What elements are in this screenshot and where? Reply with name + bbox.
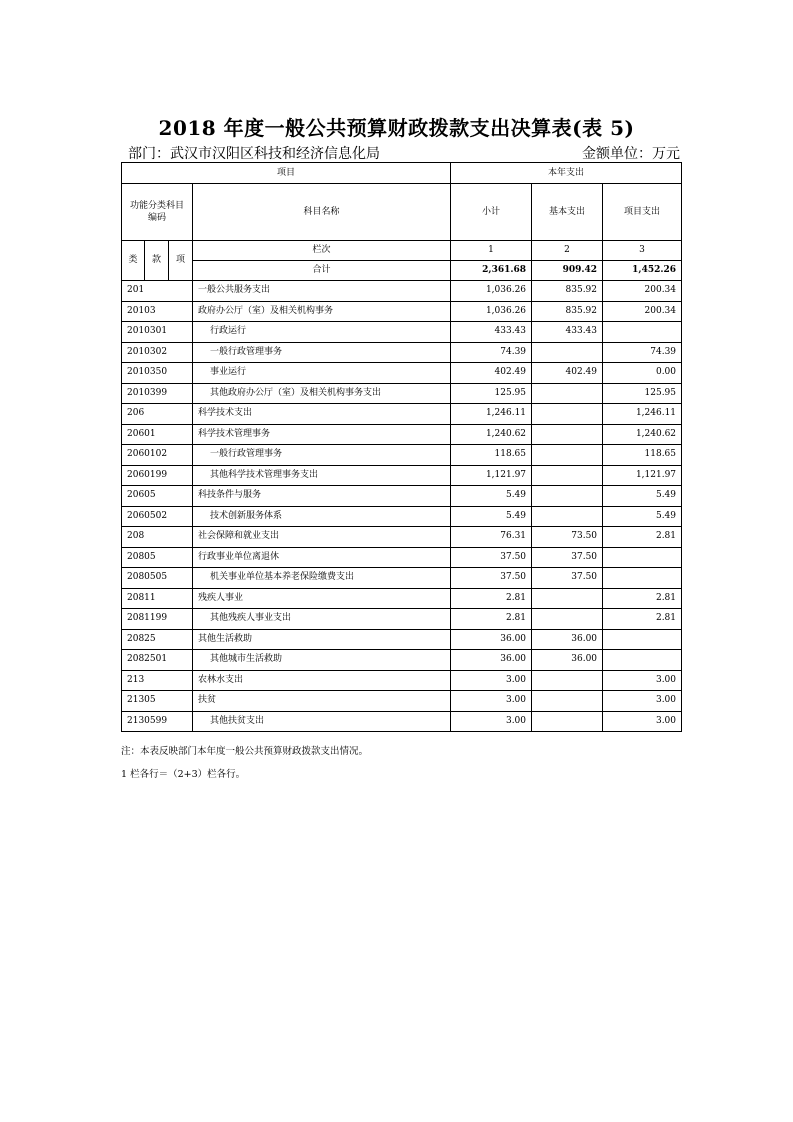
row-basic xyxy=(532,342,603,363)
header-kuan: 款 xyxy=(145,241,169,281)
row-code: 21305 xyxy=(122,691,193,712)
table-row xyxy=(122,383,682,404)
row-basic xyxy=(532,711,603,732)
row-project: 1,121.97 xyxy=(603,465,682,486)
row-code: 20601 xyxy=(122,424,193,445)
row-subtotal: 125.95 xyxy=(451,383,532,404)
row-basic xyxy=(532,609,603,630)
table-row xyxy=(122,527,682,548)
row-code: 213 xyxy=(122,670,193,691)
row-code: 2010301 xyxy=(122,322,193,343)
header-subtotal: 小计 xyxy=(451,184,532,241)
row-basic: 402.49 xyxy=(532,363,603,384)
row-subject-name: 行政运行 xyxy=(193,322,451,343)
total-subtotal: 2,361.68 xyxy=(451,261,532,281)
row-subtotal: 76.31 xyxy=(451,527,532,548)
header-xiangmu: 项目 xyxy=(122,163,451,184)
total-row xyxy=(122,261,682,281)
row-subtotal: 3.00 xyxy=(451,670,532,691)
header-col-3: 3 xyxy=(603,241,682,261)
row-project: 1,246.11 xyxy=(603,404,682,425)
header-col-2: 2 xyxy=(532,241,603,261)
row-project: 3.00 xyxy=(603,691,682,712)
row-subtotal: 36.00 xyxy=(451,629,532,650)
row-project: 200.34 xyxy=(603,301,682,322)
row-code: 20825 xyxy=(122,629,193,650)
table-row xyxy=(122,424,682,445)
row-basic: 73.50 xyxy=(532,527,603,548)
row-subject-name: 事业运行 xyxy=(193,363,451,384)
header-basic: 基本支出 xyxy=(532,184,603,241)
row-code: 20805 xyxy=(122,547,193,568)
table-row xyxy=(122,445,682,466)
row-code: 20103 xyxy=(122,301,193,322)
row-subtotal: 402.49 xyxy=(451,363,532,384)
header-subject-name: 科目名称 xyxy=(193,184,451,241)
row-subject-name: 其他生活救助 xyxy=(193,629,451,650)
row-basic: 835.92 xyxy=(532,301,603,322)
row-project: 118.65 xyxy=(603,445,682,466)
row-project: 200.34 xyxy=(603,281,682,302)
table-row xyxy=(122,506,682,527)
row-code: 201 xyxy=(122,281,193,302)
row-subject-name: 科学技术支出 xyxy=(193,404,451,425)
header-function-code: 功能分类科目编码 xyxy=(122,184,193,241)
table-row xyxy=(122,281,682,302)
table-row xyxy=(122,342,682,363)
row-basic: 36.00 xyxy=(532,650,603,671)
row-project: 1,240.62 xyxy=(603,424,682,445)
table-row xyxy=(122,301,682,322)
expenditure-table xyxy=(121,162,682,732)
row-subtotal: 1,240.62 xyxy=(451,424,532,445)
row-subject-name: 一般行政管理事务 xyxy=(193,342,451,363)
row-subtotal: 2.81 xyxy=(451,588,532,609)
row-project: 2.81 xyxy=(603,527,682,548)
row-basic xyxy=(532,588,603,609)
row-subject-name: 一般行政管理事务 xyxy=(193,445,451,466)
note-text: 注：本表反映部门本年度一般公共预算财政拨款支出情况。 xyxy=(121,746,369,757)
header-row-column-index xyxy=(122,241,682,261)
row-subject-name: 科技条件与服务 xyxy=(193,486,451,507)
row-subject-name: 一般公共服务支出 xyxy=(193,281,451,302)
report-title: 2018 年度一般公共预算财政拨款支出决算表(表 5) xyxy=(158,116,635,140)
row-subject-name: 其他残疾人事业支出 xyxy=(193,609,451,630)
row-subtotal: 1,246.11 xyxy=(451,404,532,425)
row-project xyxy=(603,547,682,568)
row-code: 2060199 xyxy=(122,465,193,486)
row-subtotal: 37.50 xyxy=(451,568,532,589)
row-subject-name: 其他政府办公厅（室）及相关机构事务支出 xyxy=(193,383,451,404)
row-code: 2130599 xyxy=(122,711,193,732)
row-subject-name: 社会保障和就业支出 xyxy=(193,527,451,548)
row-subtotal: 5.49 xyxy=(451,486,532,507)
row-code: 208 xyxy=(122,527,193,548)
row-code: 2010350 xyxy=(122,363,193,384)
row-subtotal: 1,036.26 xyxy=(451,281,532,302)
header-row-top xyxy=(122,163,682,184)
row-project xyxy=(603,629,682,650)
table-row xyxy=(122,486,682,507)
row-project xyxy=(603,650,682,671)
row-project: 2.81 xyxy=(603,609,682,630)
row-code: 2080505 xyxy=(122,568,193,589)
row-basic xyxy=(532,506,603,527)
row-code: 2060102 xyxy=(122,445,193,466)
row-subject-name: 政府办公厅（室）及相关机构事务 xyxy=(193,301,451,322)
row-basic: 37.50 xyxy=(532,547,603,568)
row-basic xyxy=(532,404,603,425)
total-basic: 909.42 xyxy=(532,261,603,281)
row-basic xyxy=(532,383,603,404)
row-subtotal: 74.39 xyxy=(451,342,532,363)
row-subject-name: 技术创新服务体系 xyxy=(193,506,451,527)
row-project: 5.49 xyxy=(603,506,682,527)
row-project xyxy=(603,322,682,343)
note-formula: 1 栏各行＝（2+3）栏各行。 xyxy=(121,769,246,780)
header-xiang: 项 xyxy=(169,241,193,281)
row-subtotal: 37.50 xyxy=(451,547,532,568)
total-label: 合计 xyxy=(193,261,451,281)
row-subject-name: 其他城市生活救助 xyxy=(193,650,451,671)
table-row xyxy=(122,588,682,609)
row-subtotal: 433.43 xyxy=(451,322,532,343)
table-row xyxy=(122,670,682,691)
row-project xyxy=(603,568,682,589)
row-subtotal: 3.00 xyxy=(451,691,532,712)
row-subject-name: 机关事业单位基本养老保险缴费支出 xyxy=(193,568,451,589)
row-code: 206 xyxy=(122,404,193,425)
row-code: 2010302 xyxy=(122,342,193,363)
row-project: 5.49 xyxy=(603,486,682,507)
row-subtotal: 2.81 xyxy=(451,609,532,630)
row-subject-name: 扶贫 xyxy=(193,691,451,712)
row-basic: 36.00 xyxy=(532,629,603,650)
header-lei: 类 xyxy=(122,241,145,281)
row-project: 3.00 xyxy=(603,711,682,732)
department-label: 部门：武汉市汉阳区科技和经济信息化局 xyxy=(128,146,380,162)
table-row xyxy=(122,711,682,732)
table-row xyxy=(122,609,682,630)
table-row xyxy=(122,363,682,384)
header-row-middle xyxy=(122,184,682,241)
row-project: 125.95 xyxy=(603,383,682,404)
row-basic: 433.43 xyxy=(532,322,603,343)
row-code: 2060502 xyxy=(122,506,193,527)
row-basic: 835.92 xyxy=(532,281,603,302)
unit-label: 金额单位：万元 xyxy=(582,146,680,162)
row-basic xyxy=(532,465,603,486)
row-subject-name: 其他科学技术管理事务支出 xyxy=(193,465,451,486)
row-subtotal: 5.49 xyxy=(451,506,532,527)
table-row xyxy=(122,404,682,425)
row-basic xyxy=(532,670,603,691)
table-row xyxy=(122,547,682,568)
row-subtotal: 3.00 xyxy=(451,711,532,732)
row-subject-name: 行政事业单位离退休 xyxy=(193,547,451,568)
table-row xyxy=(122,465,682,486)
row-project: 74.39 xyxy=(603,342,682,363)
table-row xyxy=(122,629,682,650)
row-subtotal: 1,121.97 xyxy=(451,465,532,486)
table-row xyxy=(122,568,682,589)
row-code: 2010399 xyxy=(122,383,193,404)
header-current-year: 本年支出 xyxy=(451,163,682,184)
row-subject-name: 农林水支出 xyxy=(193,670,451,691)
row-subject-name: 其他扶贫支出 xyxy=(193,711,451,732)
row-basic xyxy=(532,486,603,507)
table-row xyxy=(122,691,682,712)
row-subject-name: 残疾人事业 xyxy=(193,588,451,609)
row-subtotal: 118.65 xyxy=(451,445,532,466)
row-project: 0.00 xyxy=(603,363,682,384)
row-subtotal: 1,036.26 xyxy=(451,301,532,322)
row-code: 20605 xyxy=(122,486,193,507)
row-subject-name: 科学技术管理事务 xyxy=(193,424,451,445)
row-project: 2.81 xyxy=(603,588,682,609)
row-code: 20811 xyxy=(122,588,193,609)
row-code: 2081199 xyxy=(122,609,193,630)
row-subtotal: 36.00 xyxy=(451,650,532,671)
row-basic: 37.50 xyxy=(532,568,603,589)
row-project: 3.00 xyxy=(603,670,682,691)
table-row xyxy=(122,650,682,671)
header-project: 项目支出 xyxy=(603,184,682,241)
row-code: 2082501 xyxy=(122,650,193,671)
table-row xyxy=(122,322,682,343)
row-basic xyxy=(532,445,603,466)
total-project: 1,452.26 xyxy=(603,261,682,281)
header-lanci: 栏次 xyxy=(193,241,451,261)
row-basic xyxy=(532,424,603,445)
header-col-1: 1 xyxy=(451,241,532,261)
row-basic xyxy=(532,691,603,712)
